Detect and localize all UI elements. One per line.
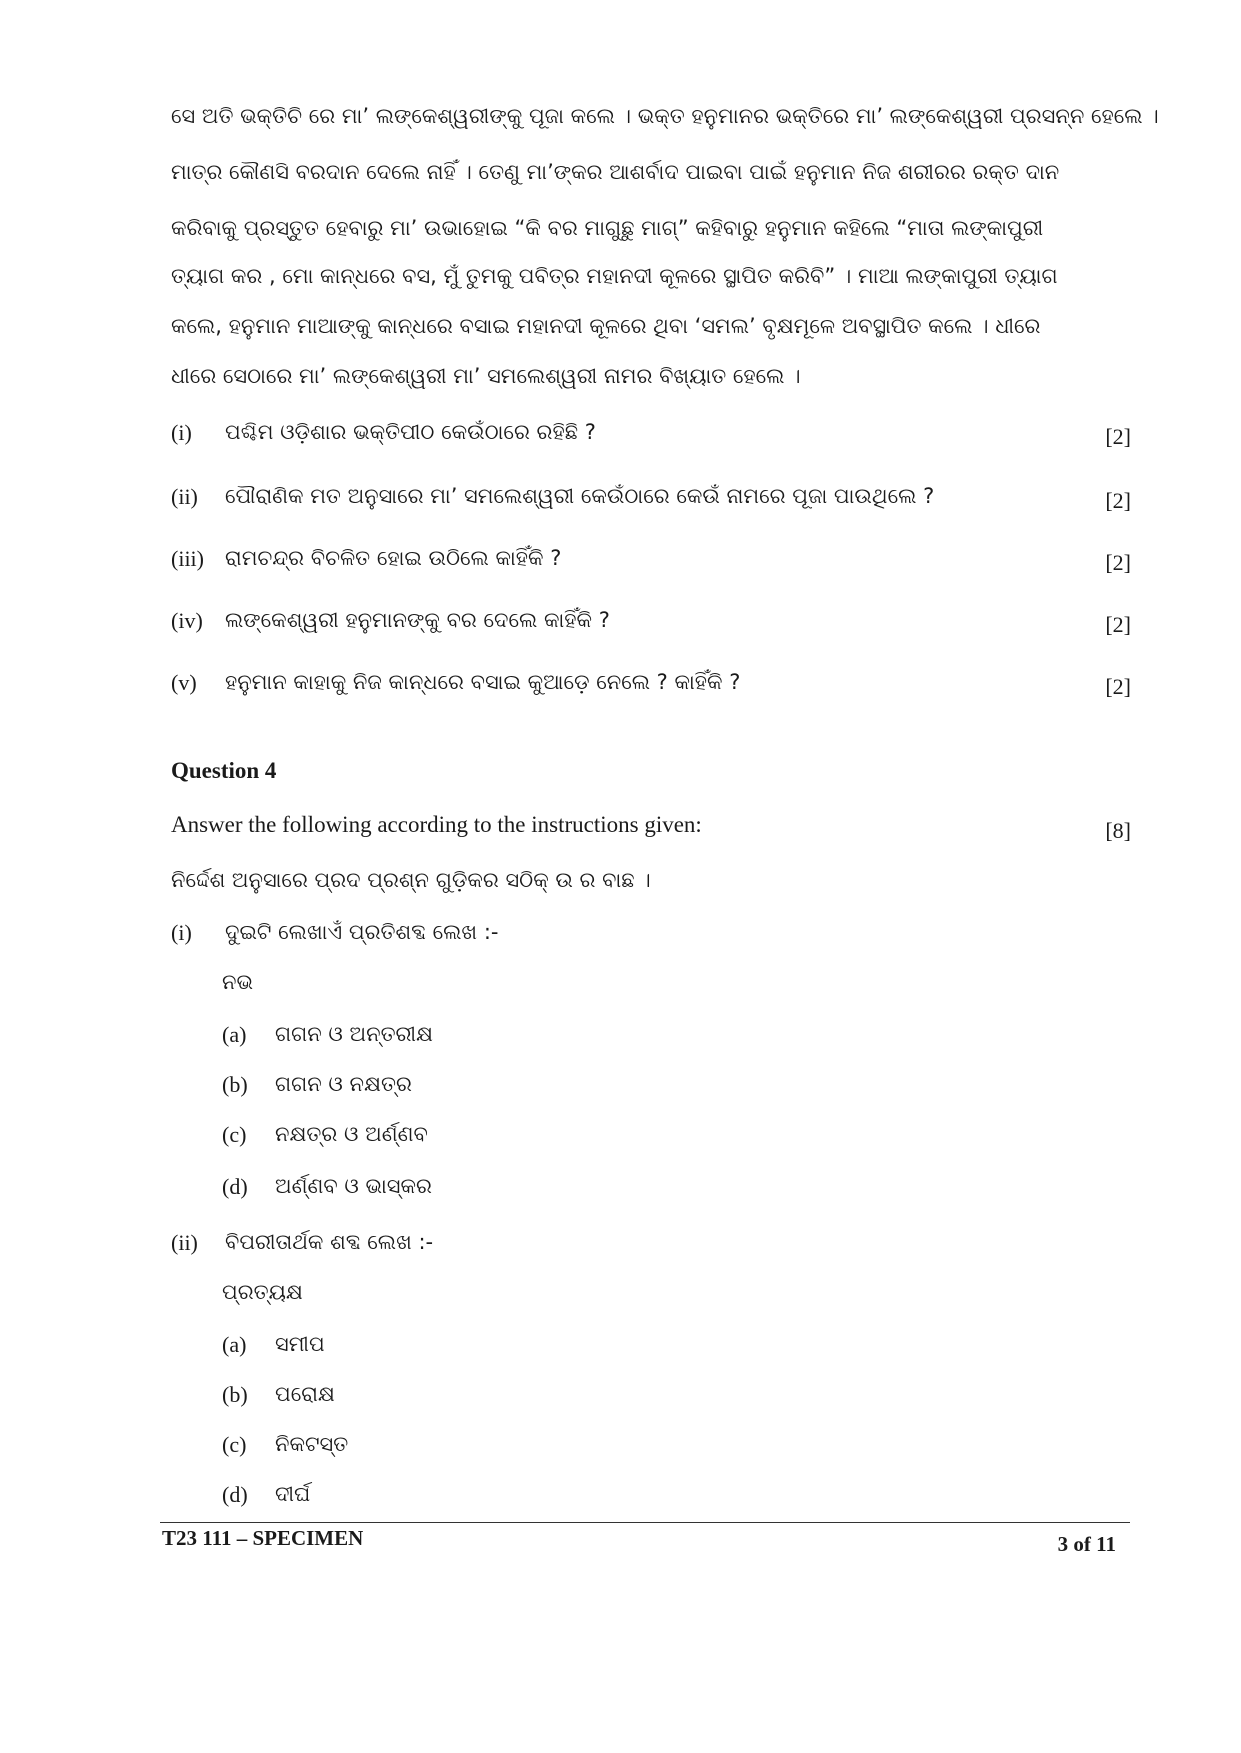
option-letter: (b) <box>222 1072 248 1097</box>
question-number: (ii) <box>171 484 198 509</box>
question-text: ପୌରାଣିକ ମତ ଅନୁସାରେ ମା’ ସମଲେଶ୍ୱରୀ କେଉଁଠାରେ କେଉଁ ନାମରେ ପୂଜା ପାଉଥିଲେ ? <box>225 484 935 508</box>
instruction-english: Answer the following according to the instructions given: <box>171 812 702 837</box>
passage-line: ଧୀରେ ସେଠାରେ ମା’ ଲଙ୍କେଶ୍ୱରୀ ମା’ ସମଲେଶ୍ୱରୀ ନାମର ବିଖ୍ୟାତ ହେଲେ । <box>171 364 801 388</box>
option-letter: (a) <box>222 1332 247 1357</box>
question-text: ହନୁମାନ କାହାକୁ ନିଜ କାନ୍ଧରେ ବସାଇ କୁଆଡ଼େ ନେଲେ ? କାହିଁକି ? <box>225 670 741 694</box>
question-heading: Question 4 <box>171 758 277 783</box>
instruction-odia: ନିର୍ଦ୍ଦେଶ ଅନୁସାରେ ପ୍ରଦ ପ୍ରଶ୍ନ ଗୁଡ଼ିକର ସଠିକ୍ ଉ ର ବାଛ । <box>171 868 651 892</box>
question-text: ରାମଚନ୍ଦ୍ର ବିଚଳିତ ହୋଇ ଉଠିଲେ କାହିଁକି ? <box>225 546 562 570</box>
question-row <box>171 668 1131 702</box>
option-text: ଦୀର୍ଘ <box>275 1482 311 1506</box>
question-number: (iii) <box>171 546 204 571</box>
part-prompt: ଦୁଇଟି ଲେଖାଏଁ ପ୍ରତିଶବ୍ଦ ଲେଖ :- <box>225 920 499 944</box>
passage-line: ତ୍ୟାଗ କର , ମୋ କାନ୍ଧରେ ବସ, ମୁଁ ତୁମକୁ ପବିତ୍ର ମହାନଦୀ କୂଳରେ ସ୍ଥାପିତ କରିବି” । ମାଆ ଲଙ୍କାପୁରୀ ତ୍ୟାଗ <box>171 264 1058 288</box>
question-number: (i) <box>171 420 192 445</box>
question-text: ପଶ୍ଚିମ ଓଡ଼ିଶାର ଭକ୍ତିପୀଠ କେଉଁଠାରେ ରହିଛି ? <box>225 420 596 444</box>
part-number: (ii) <box>171 1230 198 1255</box>
question-row <box>171 544 1131 578</box>
target-word: ପ୍ରତ୍ୟକ୍ଷ <box>222 1280 303 1304</box>
option-text: ଅର୍ଣ୍ଣବ ଓ ଭାସ୍କର <box>275 1174 432 1198</box>
option-text: ନକ୍ଷତ୍ର ଓ ଅର୍ଣ୍ଣବ <box>275 1122 428 1146</box>
passage-line: କଲେ, ହନୁମାନ ମାଆଙ୍କୁ କାନ୍ଧରେ ବସାଇ ମହାନଦୀ କୂଳରେ ଥିବା ‘ସମଲ’ ବୃକ୍ଷମୂଳେ ଅବସ୍ଥାପିତ କଲେ । ଧୀରେ <box>171 314 1041 338</box>
question-marks: [8] <box>1105 818 1131 843</box>
question-marks: [2] <box>1105 550 1131 575</box>
question-number: (v) <box>171 670 197 695</box>
question-marks: [2] <box>1105 674 1131 699</box>
target-word: ନଭ <box>222 970 253 994</box>
footer-divider <box>160 1522 1130 1523</box>
passage-line: କରିବାକୁ ପ୍ରସ୍ତୁତ ହେବାରୁ ମା’ ଉଭାହୋଇ “କି ବର ମାଗୁଛୁ ମାଗ୍” କହିବାରୁ ହନୁମାନ କହିଲେ “ମାତା ଲଙ୍କାପୁରୀ <box>171 216 1044 240</box>
part-prompt: ବିପରୀତାର୍ଥକ ଶବ୍ଦ ଲେଖ :- <box>225 1230 434 1254</box>
question-text: ଲଙ୍କେଶ୍ୱରୀ ହନୁମାନଙ୍କୁ ବର ଦେଲେ କାହିଁକି ? <box>225 608 610 632</box>
option-letter: (a) <box>222 1022 247 1047</box>
question-number: (iv) <box>171 608 203 633</box>
question-row <box>171 418 1131 452</box>
question-marks: [2] <box>1105 424 1131 449</box>
question-row <box>171 482 1131 516</box>
option-text: ନିକଟସ୍ତ <box>275 1432 349 1456</box>
option-letter: (c) <box>222 1122 247 1147</box>
option-text: ସମୀପ <box>275 1332 325 1356</box>
option-text: ପରୋକ୍ଷ <box>275 1382 335 1406</box>
option-letter: (b) <box>222 1382 248 1407</box>
question-row <box>171 606 1131 640</box>
option-text: ଗଗନ ଓ ନକ୍ଷତ୍ର <box>275 1072 412 1096</box>
question-marks: [2] <box>1105 488 1131 513</box>
part-number: (i) <box>171 920 192 945</box>
passage-line: ସେ ଅତି ଭକ୍ତିଚି ରେ ମା’ ଲଙ୍କେଶ୍ୱରୀଙ୍କୁ ପୂଜା କଲେ । ଭକ୍ତ ହନୁମାନର ଭକ୍ତିରେ ମା’ ଲଙ୍କେଶ୍ୱରୀ ପ୍ରସନ୍ନ ହେଲେ । <box>171 104 1159 128</box>
option-letter: (d) <box>222 1482 248 1507</box>
option-letter: (c) <box>222 1432 247 1457</box>
option-text: ଗଗନ ଓ ଅନ୍ତରୀକ୍ଷ <box>275 1022 434 1046</box>
paper-code: T23 111 – SPECIMEN <box>162 1526 364 1550</box>
passage-line: ମାତ୍ର କୌଣସି ବରଦାନ ଦେଲେ ନାହିଁ । ତେଣୁ ମା’ଙ୍କର ଆଶର୍ବାଦ ପାଇବା ପାଇଁ ହନୁମାନ ନିଜ ଶରୀରର ରକ୍ତ ଦାନ <box>171 160 1060 184</box>
option-letter: (d) <box>222 1174 248 1199</box>
question-marks: [2] <box>1105 612 1131 637</box>
page-number: 3 of 11 <box>1057 1532 1116 1556</box>
